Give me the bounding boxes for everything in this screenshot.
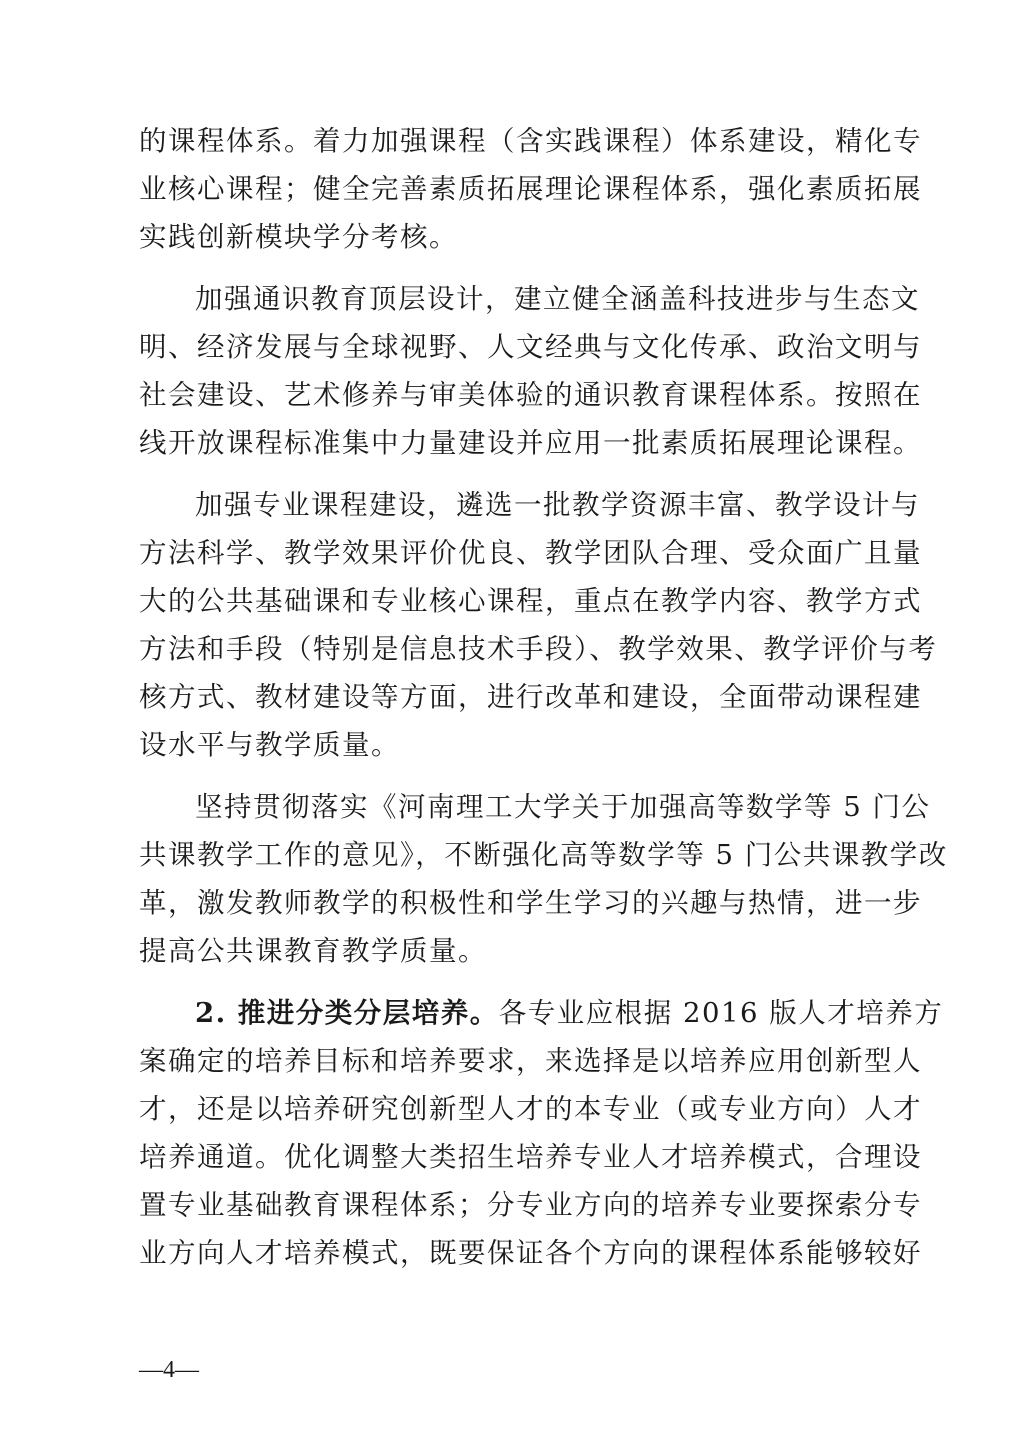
text-line: 提高公共课教育教学质量。: [139, 935, 487, 967]
text-line: 共课教学工作的意见》，不断强化高等数学等 5 门公共课教学改: [139, 839, 948, 871]
text-line: 置专业基础教育课程体系；分专业方向的培养专业要探索分专: [139, 1189, 922, 1221]
text-line: 大的公共基础课和专业核心课程，重点在教学内容、教学方式: [139, 585, 922, 617]
paragraph: [139, 481, 938, 769]
heading-continuation: 各专业应根据 2016 版人才培养方: [498, 997, 944, 1029]
paragraph: [139, 989, 944, 1277]
text-line: 业方向人才培养模式，既要保证各个方向的课程体系能够较好: [139, 1237, 922, 1269]
text-line: 方法科学、教学效果评价优良、教学团队合理、受众面广且量: [139, 537, 922, 569]
text-line: 革，激发教师教学的积极性和学生学习的兴趣与热情，进一步: [139, 887, 922, 919]
paragraph: [139, 783, 948, 975]
paragraph: [139, 117, 922, 261]
text-line: 的课程体系。着力加强课程（含实践课程）体系建设，精化专: [139, 125, 922, 157]
text-line: 加强专业课程建设，遴选一批教学资源丰富、教学设计与: [195, 489, 920, 521]
text-line: 案确定的培养目标和培养要求，来选择是以培养应用创新型人: [139, 1045, 922, 1077]
text-line: 设水平与教学质量。: [139, 729, 400, 761]
text-line: 业核心课程；健全完善素质拓展理论课程体系，强化素质拓展: [139, 173, 922, 205]
section-heading: 2. 推进分类分层培养。: [195, 997, 499, 1029]
text-line: 核方式、教材建设等方面，进行改革和建设，全面带动课程建: [139, 681, 922, 713]
text-line: 才，还是以培养研究创新型人才的本专业（或专业方向）人才: [139, 1093, 922, 1125]
text-line: 线开放课程标准集中力量建设并应用一批素质拓展理论课程。: [139, 427, 922, 459]
text-line: 方法和手段（特别是信息技术手段）、教学效果、教学评价与考: [139, 633, 938, 665]
text-line: [139, 989, 944, 1037]
text-line: 社会建设、艺术修养与审美体验的通识教育课程体系。按照在: [139, 379, 922, 411]
paragraph: [139, 275, 922, 467]
text-line: 坚持贯彻落实《河南理工大学关于加强高等数学等 5 门公: [195, 791, 931, 823]
page-number: —4—: [139, 1357, 199, 1383]
text-line: 明、经济发展与全球视野、人文经典与文化传承、政治文明与: [139, 331, 922, 363]
text-line: 加强通识教育顶层设计，建立健全涵盖科技进步与生态文: [195, 283, 920, 315]
text-line: 培养通道。优化调整大类招生培养专业人才培养模式，合理设: [139, 1141, 922, 1173]
text-line: 实践创新模块学分考核。: [139, 221, 458, 253]
document-body: [139, 117, 948, 1277]
